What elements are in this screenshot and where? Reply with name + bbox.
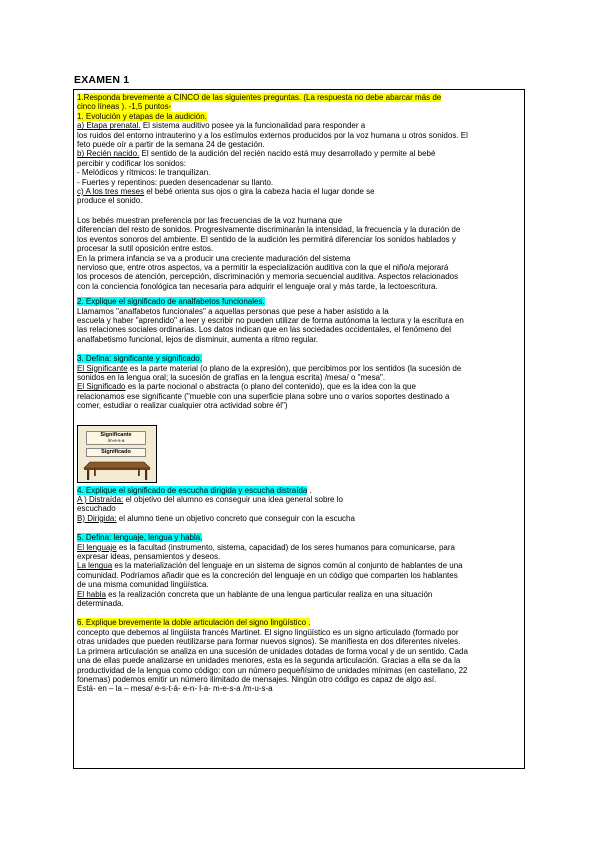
q1-para-line: En la primera infancia se va a producir una creciente maduración del sistema — [77, 253, 351, 263]
q1-a-label: a) Etapa prenatal. — [77, 121, 141, 131]
q4-b-label: B) Dirigida: — [77, 513, 117, 523]
q5-l3-label: El habla — [77, 589, 106, 599]
table-illustration — [77, 425, 157, 483]
q6-line: una de ellas puede analizarse en unidades menores, esta es la segunda articulación. Gracias a ella se da la — [77, 656, 461, 666]
table-icon — [78, 456, 156, 482]
q1-c-label: c) A los tres meses — [77, 187, 145, 197]
q1-a-line-1: a) Etapa prenatal. El sistema auditivo posee ya la funcionalidad para responder a — [77, 121, 366, 131]
q5-l3-line-2: determinada. — [77, 599, 124, 609]
q4-a-line-1: A ) Distraída: el objetivo del alumno es conseguir una idea general sobre lo — [77, 495, 343, 504]
q3-heading: 3. Defina: significante y significado. — [77, 354, 202, 364]
q4-b-line-1: B) Dirigida: el alumno tiene un objetivo concreto que conseguir con la escucha — [77, 513, 355, 523]
q1-b-line-1: b) Recién nacido. El sentido de la audición del recién nacido está muy desarrollado y permite al bebé — [77, 149, 436, 159]
q6-line: Está- en – la – mesa/ e-s-t-á- e-n- l-a- m-e-s-a /m-u-s-a — [77, 684, 273, 694]
q1-a-line-2: los ruidos del entorno intrauterino y a los estímulos externos producidos por la voz humana u otros sonidos. El — [77, 130, 468, 140]
significado-box: Significado — [86, 448, 146, 457]
q6-line: productividad de la lengua como código: con un número pequeñísimo de unidades mínimas (en castellano, 22 — [77, 665, 468, 675]
q5-l2-label: La lengua — [77, 561, 113, 571]
q1-b-line-3: - Melódicos y rítmicos: le tranquilizan. — [77, 168, 211, 178]
q1-b-line-2: percibir y codificar los sonidos: — [77, 158, 186, 168]
q1-c-line-2: produce el sonido. — [77, 196, 143, 206]
exam-content — [77, 93, 522, 694]
q3-s2-line-3: comer, estudiar o realizar cualquier otra actividad sobre él") — [77, 401, 288, 411]
q2-line: Llamamos "analfabetos funcionales" a aquellas personas que pese a haber asistido a la — [77, 306, 389, 316]
q3-s2-label: El Significado — [77, 382, 126, 392]
significante-box: Significante /m-e-s-a — [86, 431, 146, 445]
q6-line: fonemas) podemos emitir un número ilimitado de mensajes. Ningún otro código es capaz de algo así. — [77, 674, 437, 684]
q3-s2-line-2: relacionamos ese significante ("mueble con una superficie plana sobre uno o varios soportes destinado a — [77, 391, 450, 401]
q5-l2-line-1: La lengua es la materialización del lenguaje en un sistema de signos común al conjunto de hablantes de una — [77, 561, 463, 571]
q6-line: otras unidades que pueden reutilizarse para formar nuevos signos). Se manifiesta en dos diferentes niveles. — [77, 637, 461, 647]
q6-line: concepto que debemos al lingüista francés Martinet. El signo lingüístico es un signo articulado (formado por — [77, 627, 459, 637]
q4-heading: 4. Explique el significado de escucha dirigida y escucha distraída . — [77, 485, 312, 495]
q1-para-line: con la conciencia fonológica tan necesaria para adquirir el lenguaje oral y más tarde, la lectoescritura. — [77, 281, 438, 291]
q5-heading: 5. Defina: lenguaje, lengua y habla. — [77, 533, 203, 543]
q2-heading: 2. Explique el significado de analfabetos funcionales. — [77, 297, 265, 307]
q5-l1-line-2: expresar ideas, pensamientos y deseos. — [77, 552, 221, 562]
exam-title: EXAMEN 1 — [74, 74, 130, 86]
q3-s1-label: El Significante — [77, 363, 128, 373]
q1-c-line-1: c) A los tres meses el bebé orienta sus ojos o gira la cabeza hacia el lugar donde se — [77, 187, 375, 197]
q1-para-line: los procesos de atención, percepción, discriminación y memoria secuencial auditiva. Aspectos relacionados — [77, 272, 459, 282]
q4-a-label: A ) Distraída: — [77, 495, 124, 504]
q1-b-label: b) Recién nacido. — [77, 149, 140, 159]
q1-para-line: diferencian del resto de sonidos. Progresivamente discriminarán la intensidad, la frecuencia y la duración de — [77, 225, 461, 235]
q5-l2-line-2: comunidad. Podríamos añadir que es la concreción del lenguaje en un código que comparten los hablantes — [77, 570, 458, 580]
q3-s2-line-1: El Significado es la parte nocional o abstracta (o plano del contenido), que es la idea con la que — [77, 382, 416, 392]
intro-line-2: cinco líneas ). -1,5 puntos- — [77, 102, 172, 112]
q1-a-line-3: feto puede oír a partir de la semana 24 de gestación. — [77, 140, 265, 150]
q5-l2-line-3: de una misma comunidad lingüística. — [77, 580, 209, 590]
q2-line: escuela y haber "aprendido" a leer y escribir no pueden utilizar de forma autónoma la lectura y la escritura en — [77, 315, 464, 325]
q1-b-line-4: - Fuertes y repentinos: pueden desencadenar su llanto. — [77, 177, 274, 187]
q5-l1-line-1: El lenguaje es la facultad (instrumento, sistema, capacidad) de los seres humanos para comunicarse, para — [77, 542, 455, 552]
q1-para-line: Los bebés muestran preferencia por las frecuencias de la voz humana que — [77, 215, 343, 225]
q3-s1-line-1: El Significante es la parte material (o plano de la expresión), que percibimos por los sentidos (la sucesión de — [77, 363, 462, 373]
intro-line-1: 1.Responda brevemente a CINCO de las siguientes preguntas. (La respuesta no debe abarcar más de — [77, 93, 442, 102]
q1-para-line: procesar la sutil oposición entre estos. — [77, 244, 214, 254]
q2-line: las relaciones sociales ordinarias. Los datos indican que en las sociedades occidentales, el fenómeno del — [77, 325, 452, 335]
q3-s1-line-2: sonidos en la lengua oral; la sucesión de grafías en la lengua escrita) /mesa/ o "mesa". — [77, 372, 386, 382]
q4-a-line-2: escuchado — [77, 504, 116, 514]
q1-para-line: los eventos sonoros del ambiente. El sentido de la audición les permitirá diferenciar los sonidos hablados y — [77, 234, 456, 244]
q2-line: analfabetismo funcional, lejos de disminuir, aumenta a ritmo regular. — [77, 334, 319, 344]
q5-l1-label: El lenguaje — [77, 542, 117, 552]
q5-l3-line-1: El habla es la realización concreta que un hablante de una lengua particular realiza en una situación — [77, 589, 433, 599]
q6-line: La primera articulación se analiza en una sucesión de unidades dotadas de forma vocal y de un sentido. Cada — [77, 646, 468, 656]
q6-heading: 6. Explique brevemente la doble articulación del signo lingüístico . — [77, 618, 311, 628]
q1-heading: 1. Evolución y etapas de la audición. — [77, 111, 207, 121]
q1-para-line: nervioso que, entre otros aspectos, va a permitir la especialización auditiva con la que el niño/a mejorará — [77, 262, 449, 272]
